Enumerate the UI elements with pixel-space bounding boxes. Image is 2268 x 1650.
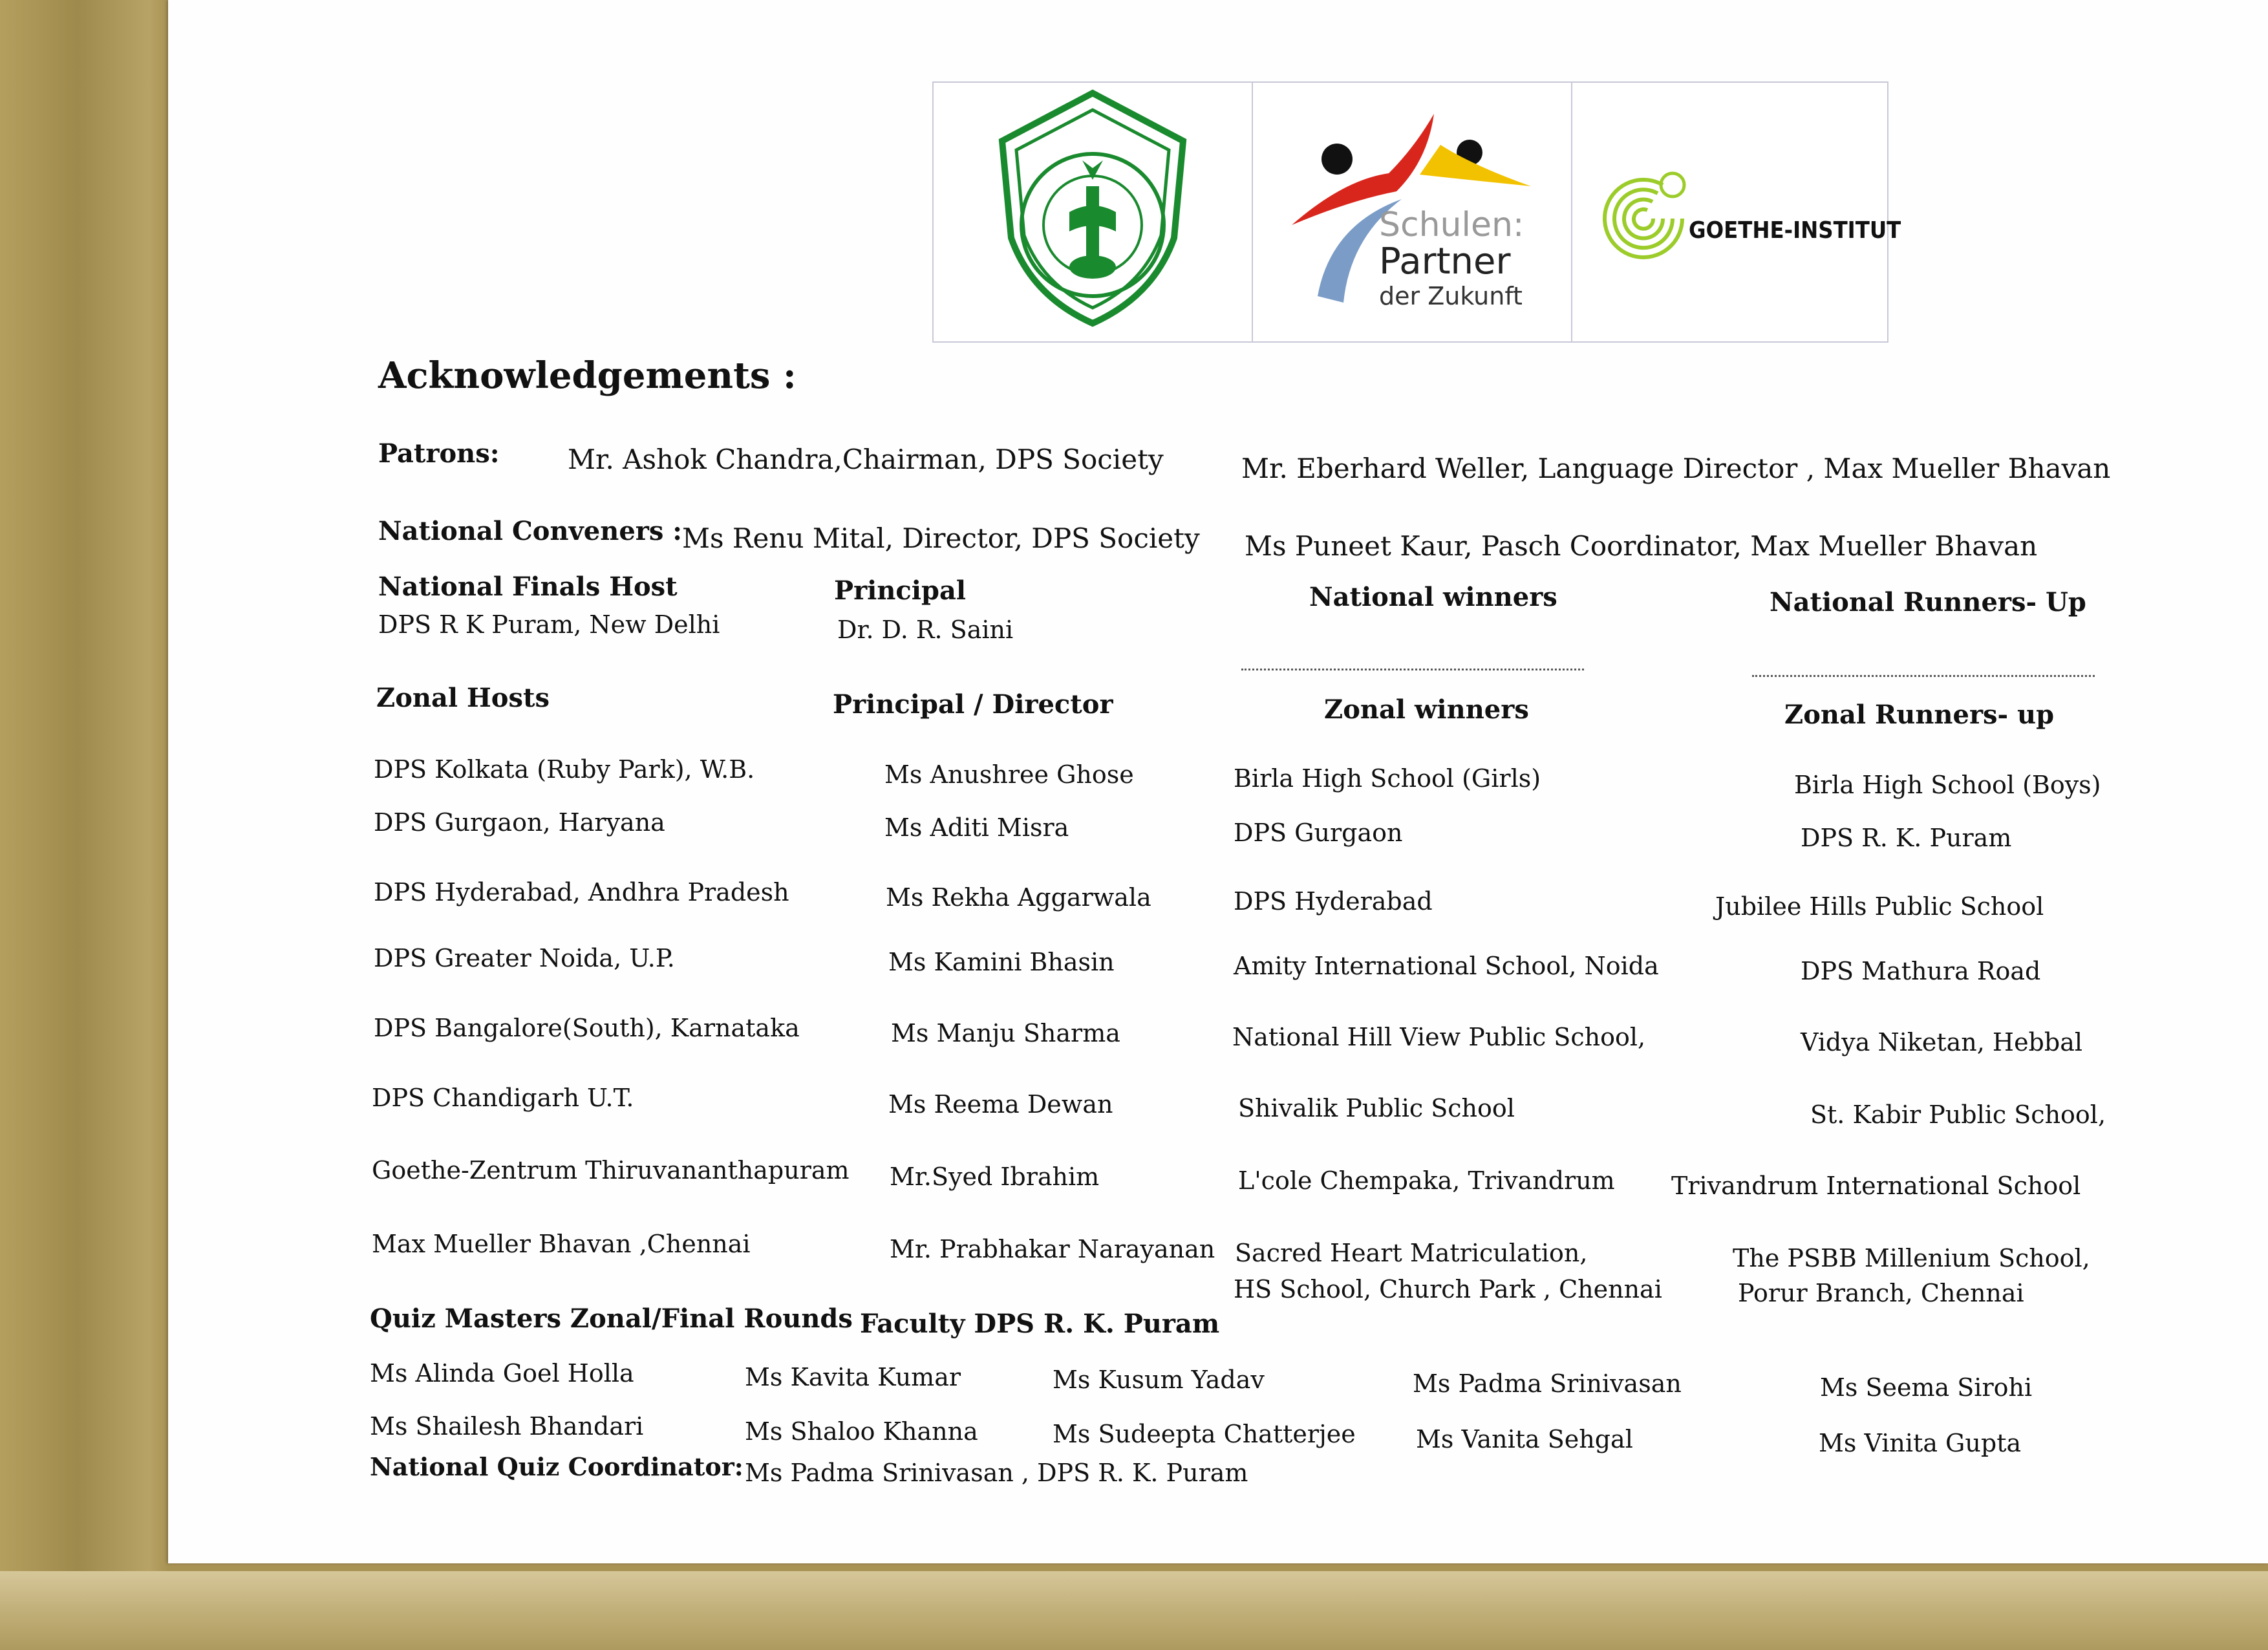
zonal-winner-4: Amity International School, Noida xyxy=(1234,952,1659,980)
quiz-master-4: Ms Padma Srinivasan xyxy=(1413,1369,1682,1398)
zonal-principal-1: Ms Anushree Ghose xyxy=(884,760,1134,789)
national-host: DPS R K Puram, New Delhi xyxy=(378,610,720,639)
zonal-principal-2: Ms Aditi Misra xyxy=(884,813,1069,842)
logo-strip xyxy=(932,81,1901,343)
goethe-logo-cell xyxy=(1572,83,1901,341)
patron-1: Mr. Ashok Chandra,Chairman, DPS Society xyxy=(568,444,1164,475)
zonal-runner-3: Jubilee Hills Public School xyxy=(1715,892,2044,921)
national-winners-label: National winners xyxy=(1309,582,1557,612)
zonal-runners-header: Zonal Runners- up xyxy=(1784,700,2055,730)
zonal-host-7: Goethe-Zentrum Thiruvananthapuram xyxy=(372,1156,850,1184)
national-principal-label: Principal xyxy=(834,575,967,606)
national-runners-label: National Runners- Up xyxy=(1770,587,2086,617)
page-title: Acknowledgements : xyxy=(378,354,797,397)
quiz-coordinator-label: National Quiz Coordinator: xyxy=(370,1452,744,1481)
zonal-winner-3: DPS Hyderabad xyxy=(1234,887,1433,916)
zonal-winner-6: Shivalik Public School xyxy=(1238,1094,1515,1122)
zonal-host-2: DPS Gurgaon, Haryana xyxy=(374,808,665,837)
zonal-runner-2: DPS R. K. Puram xyxy=(1801,824,2012,852)
document-page xyxy=(168,0,2268,1563)
zonal-winner-1: Birla High School (Girls) xyxy=(1234,764,1541,793)
zonal-host-5: DPS Bangalore(South), Karnataka xyxy=(374,1014,800,1042)
quiz-master-3: Ms Kusum Yadav xyxy=(1053,1366,1265,1394)
zonal-runner-8-line2: Porur Branch, Chennai xyxy=(1738,1279,2024,1307)
zonal-host-6: DPS Chandigarh U.T. xyxy=(372,1084,634,1112)
schulen-logo-cell xyxy=(1253,83,1572,341)
goethe-swirl-icon xyxy=(1585,160,1702,277)
national-winners-blank xyxy=(1241,669,1584,670)
zonal-principal-4: Ms Kamini Bhasin xyxy=(888,948,1115,976)
patron-2: Mr. Eberhard Weller, Language Director , Max Mueller Bhavan xyxy=(1241,453,2111,484)
zonal-principal-6: Ms Reema Dewan xyxy=(888,1090,1113,1119)
zonal-winner-2: DPS Gurgaon xyxy=(1234,819,1403,847)
quiz-master-1: Ms Alinda Goel Holla xyxy=(370,1359,634,1388)
zonal-runner-6: St. Kabir Public School, xyxy=(1810,1100,2106,1129)
zonal-host-1: DPS Kolkata (Ruby Park), W.B. xyxy=(374,755,755,784)
zonal-runner-4: DPS Mathura Road xyxy=(1801,957,2041,985)
dps-crest-icon xyxy=(934,83,1252,341)
quiz-coordinator: Ms Padma Srinivasan , DPS R. K. Puram xyxy=(745,1459,1248,1487)
patrons-label: Patrons: xyxy=(378,438,500,469)
quiz-faculty-label: Faculty DPS R. K. Puram xyxy=(860,1309,1220,1339)
zonal-principal-8: Mr. Prabhakar Narayanan xyxy=(890,1235,1215,1263)
zonal-host-8: Max Mueller Bhavan ,Chennai xyxy=(372,1230,751,1258)
zonal-host-4: DPS Greater Noida, U.P. xyxy=(374,944,675,972)
conveners-label: National Conveners : xyxy=(378,516,683,546)
schulen-line1: Schulen: xyxy=(1379,206,1524,244)
zonal-runner-5: Vidya Niketan, Hebbal xyxy=(1801,1028,2083,1056)
zonal-runner-8: The PSBB Millenium School, xyxy=(1733,1244,2090,1272)
zonal-winner-5: National Hill View Public School, xyxy=(1232,1023,1646,1051)
national-principal: Dr. D. R. Saini xyxy=(837,616,1014,644)
zonal-winner-8-line2: HS School, Church Park , Chennai xyxy=(1234,1275,1662,1303)
quiz-master-5: Ms Seema Sirohi xyxy=(1820,1373,2033,1402)
quiz-master-2: Ms Kavita Kumar xyxy=(745,1363,961,1391)
convener-1: Ms Renu Mital, Director, DPS Society xyxy=(682,522,1200,554)
zonal-principal-7: Mr.Syed Ibrahim xyxy=(890,1162,1100,1191)
zonal-winner-7: L'cole Chempaka, Trivandrum xyxy=(1238,1166,1615,1195)
zonal-host-3: DPS Hyderabad, Andhra Pradesh xyxy=(374,878,789,906)
schulen-line3: der Zukunft xyxy=(1379,282,1523,310)
schulen-line2: Partner xyxy=(1379,241,1511,283)
zonal-runner-1: Birla High School (Boys) xyxy=(1794,771,2101,799)
dps-logo-cell xyxy=(934,83,1253,341)
zonal-winners-header: Zonal winners xyxy=(1324,694,1529,725)
gold-bottom-border xyxy=(0,1571,2268,1650)
convener-2: Ms Puneet Kaur, Pasch Coordinator, Max Mueller Bhavan xyxy=(1245,530,2038,562)
quiz-master-9: Ms Vanita Sehgal xyxy=(1416,1425,1633,1453)
zonal-runner-7: Trivandrum International School xyxy=(1671,1172,2081,1200)
quiz-master-7: Ms Shaloo Khanna xyxy=(745,1417,978,1446)
quiz-master-8: Ms Sudeepta Chatterjee xyxy=(1053,1420,1356,1448)
goethe-wordmark: GOETHE-INSTITUT xyxy=(1689,217,1901,244)
zonal-hosts-header: Zonal Hosts xyxy=(376,683,550,713)
national-host-label: National Finals Host xyxy=(378,572,678,602)
zonal-principal-header: Principal / Director xyxy=(833,689,1113,720)
quiz-master-10: Ms Vinita Gupta xyxy=(1819,1429,2022,1457)
national-runners-blank xyxy=(1752,675,2095,677)
zonal-winner-8: Sacred Heart Matriculation, xyxy=(1235,1239,1588,1267)
quiz-masters-label: Quiz Masters Zonal/Final Rounds : xyxy=(370,1303,872,1334)
zonal-principal-3: Ms Rekha Aggarwala xyxy=(886,883,1151,912)
quiz-master-6: Ms Shailesh Bhandari xyxy=(370,1412,644,1441)
zonal-principal-5: Ms Manju Sharma xyxy=(891,1019,1120,1047)
